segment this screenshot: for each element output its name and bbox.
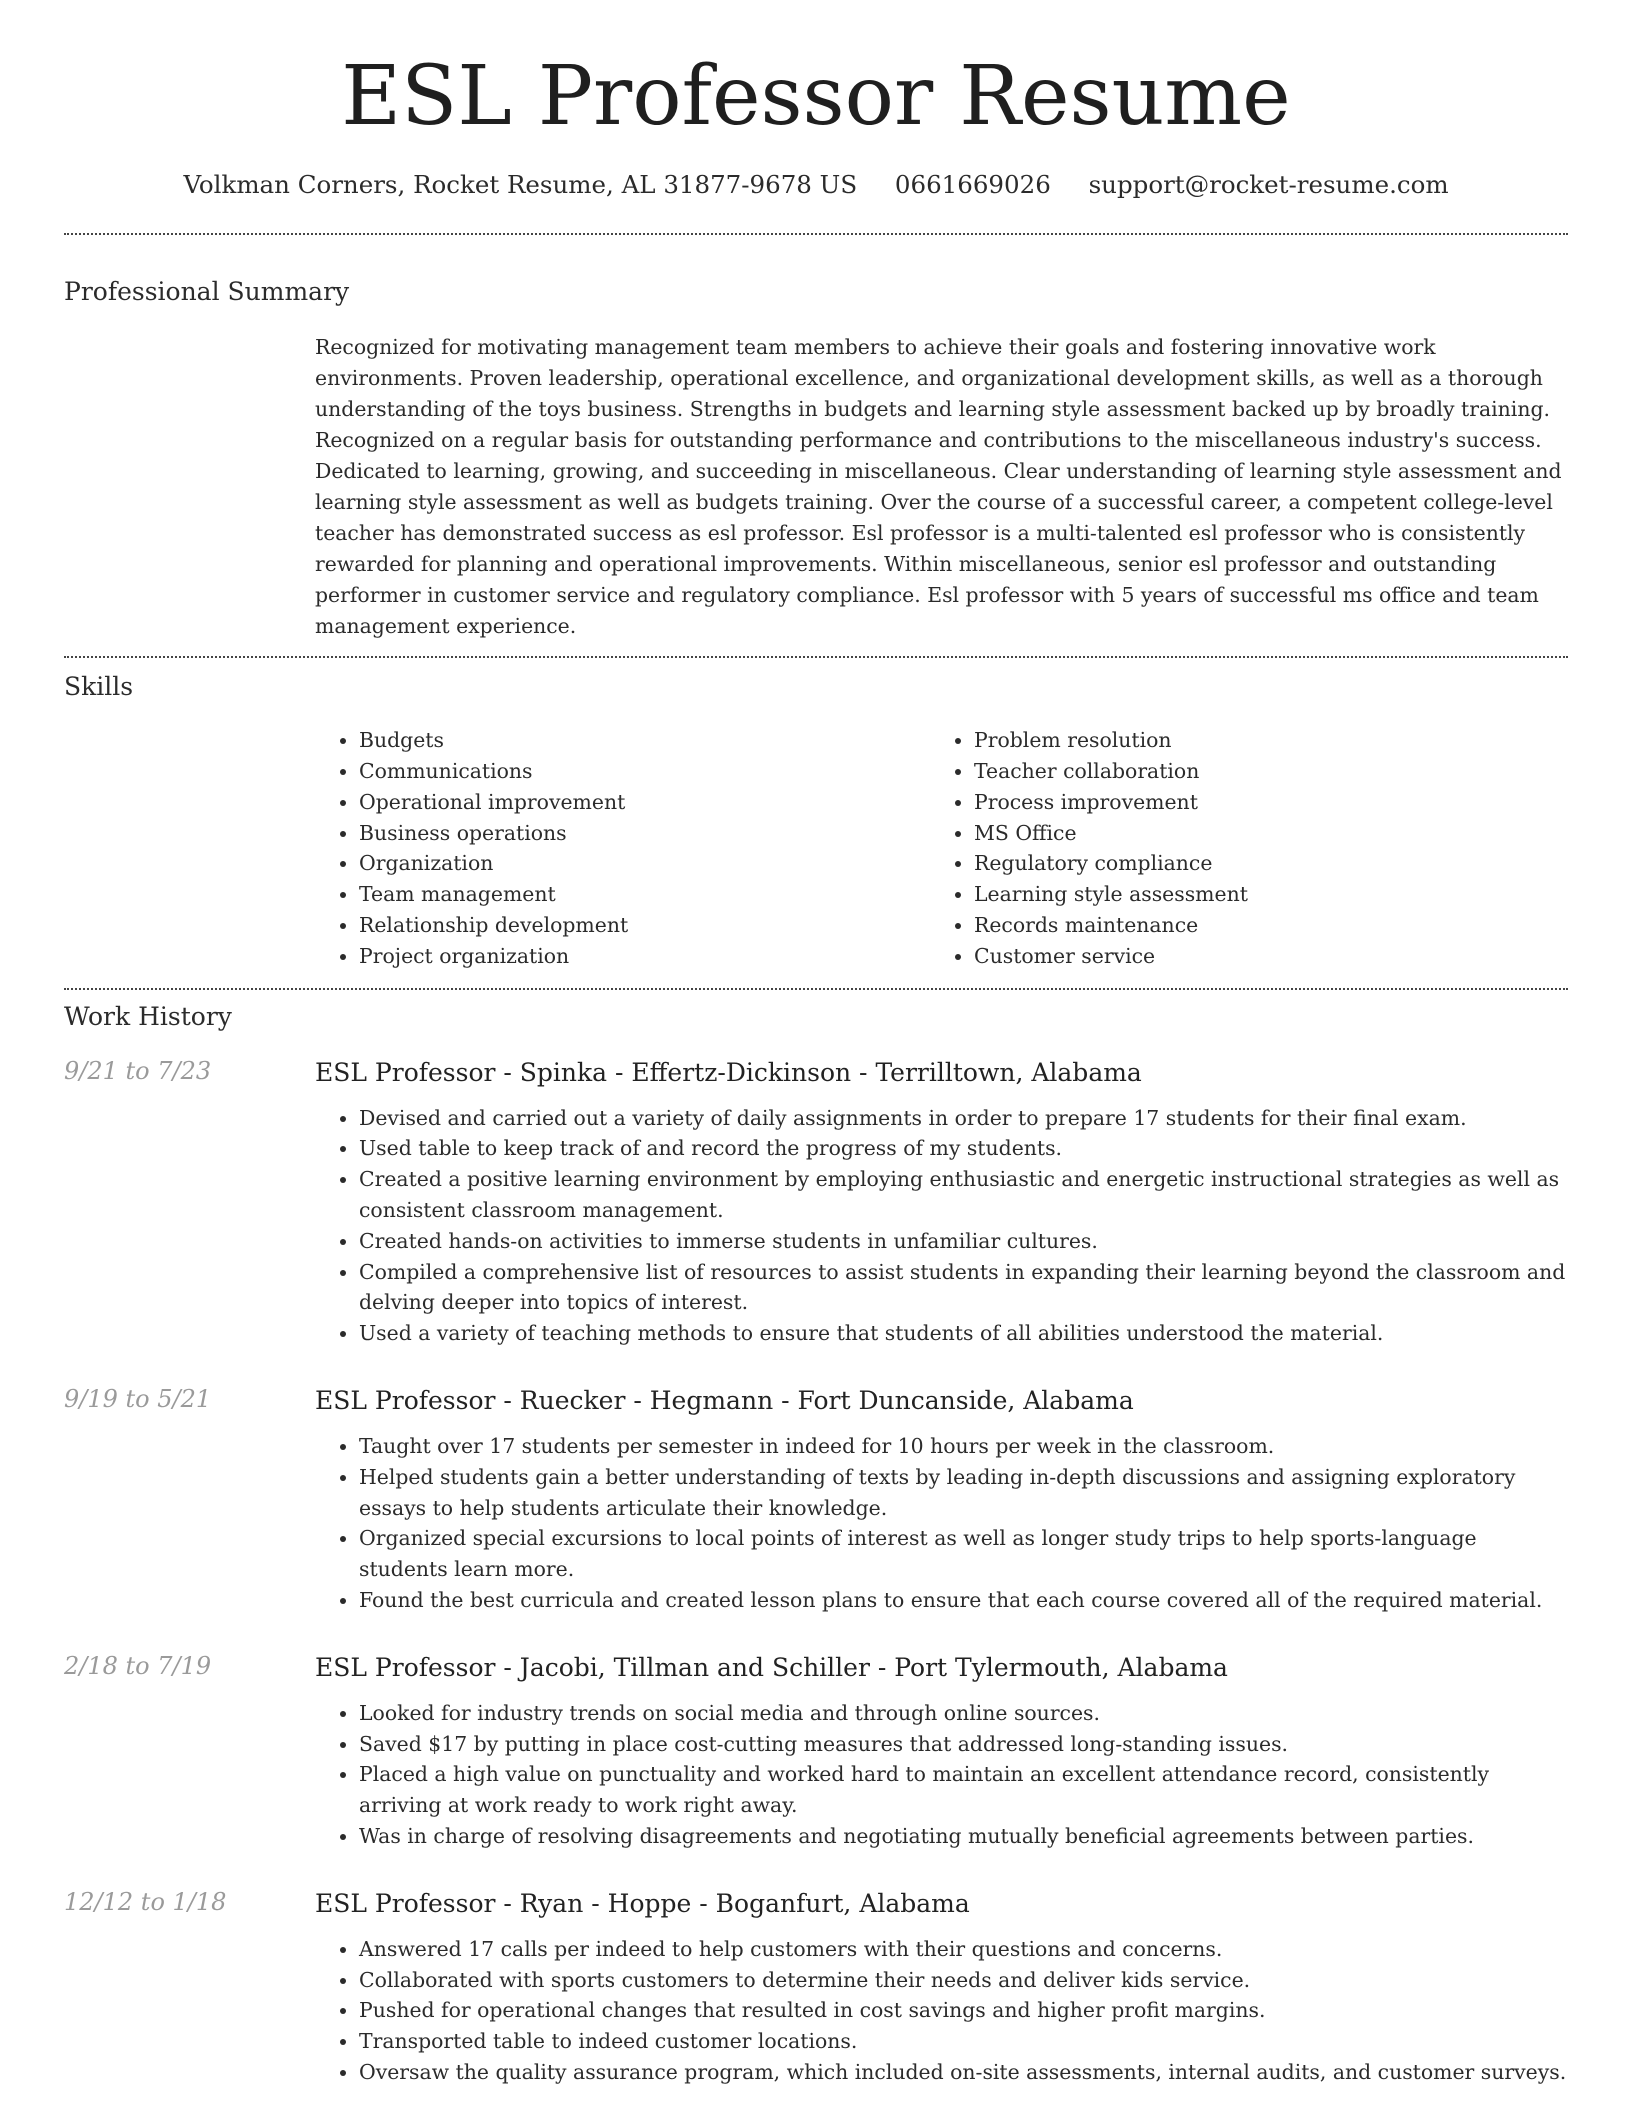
job-title: ESL Professor - Ryan - Hoppe - Boganfurt, Alabama — [315, 1888, 970, 1918]
job-bullet: • Organized special excursions to local points of interest as well as longer study trips to help sports-language students learn more. — [359, 1523, 1568, 1585]
contact-email: support@rocket-resume.com — [1088, 170, 1449, 200]
skill-item: • Operational improvement — [359, 787, 930, 818]
job-bullet: • Answered 17 calls per indeed to help customers with their questions and concerns. — [359, 1934, 1568, 1965]
skill-item: • Team management — [359, 879, 930, 910]
job-bullet: • Transported table to indeed customer locations. — [359, 2026, 1568, 2057]
summary-heading: Professional Summary — [64, 277, 350, 307]
skills-column-left — [315, 725, 930, 971]
job-bullet: • Pushed for operational changes that resulted in cost savings and higher profit margins. — [359, 1995, 1568, 2026]
job-bullets — [315, 1431, 1568, 1616]
job-bullet: • Created hands-on activities to immerse students in unfamiliar cultures. — [359, 1226, 1568, 1257]
job-bullet: • Collaborated with sports customers to determine their needs and deliver kids service. — [359, 1965, 1568, 1996]
contact-line — [0, 170, 1632, 199]
job-bullet: • Devised and carried out a variety of daily assignments in order to prepare 17 students for their final exam. — [359, 1103, 1568, 1134]
job-title: ESL Professor - Jacobi, Tillman and Schiller - Port Tylermouth, Alabama — [315, 1652, 1228, 1682]
job-entry — [64, 1385, 1568, 1616]
job-dates: 12/12 to 1/18 — [64, 1887, 227, 1916]
resume-title: ESL Professor Resume — [341, 49, 1291, 144]
skill-item: • Regulatory compliance — [974, 848, 1248, 879]
job-bullets — [315, 1103, 1568, 1349]
summary-text: Recognized for motivating management team members to achieve their goals and fostering innovative work environments. Proven leadership, operational excellence, and organizational development skills, as well as a thorough understanding of the toys business. Strengths in budgets and learning style assessment backed up by broadly training. Recognized on a regular basis for outstanding performance and contributions to the miscellaneous industry's success. Dedicated to learning, growing, and succeeding in miscellaneous. Clear understanding of learning style assessment and learning style assessment as well as budgets training. Over the course of a successful career, a competent college-level teacher has demonstrated success as esl professor. Esl professor is a multi-talented esl professor who is consistently rewarded for planning and operational improvements. Within miscellaneous, senior esl professor and outstanding performer in customer service and regulatory compliance. Esl professor with 5 years of successful ms office and team management experience. — [315, 335, 1562, 639]
skills-list — [315, 725, 1568, 971]
skill-item: • Learning style assessment — [974, 879, 1248, 910]
section-divider — [64, 988, 1568, 990]
contact-address: Volkman Corners, Rocket Resume, AL 31877-9678 US — [183, 170, 858, 200]
job-bullet: • Placed a high value on punctuality and worked hard to maintain an excellent attendance record, consistently arriving at work ready to work right away. — [359, 1759, 1568, 1821]
job-dates: 2/18 to 7/19 — [64, 1651, 212, 1680]
skill-item: • Records maintenance — [974, 910, 1248, 941]
section-divider — [64, 656, 1568, 658]
job-bullet: • Looked for industry trends on social media and through online sources. — [359, 1698, 1568, 1729]
skills-heading: Skills — [64, 672, 134, 702]
job-bullet: • Used a variety of teaching methods to ensure that students of all abilities understood the material. — [359, 1318, 1568, 1349]
job-dates: 9/19 to 5/21 — [64, 1385, 212, 1414]
skill-item: • Organization — [359, 848, 930, 879]
work-history-heading: Work History — [64, 1001, 232, 1031]
job-bullet: • Helped students gain a better understanding of texts by leading in-depth discussions and assigning exploratory essays to help students articulate their knowledge. — [359, 1462, 1568, 1524]
job-bullet: • Was in charge of resolving disagreements and negotiating mutually beneficial agreements between parties. — [359, 1821, 1568, 1852]
skill-item: • Project organization — [359, 941, 930, 972]
skill-item: • Business operations — [359, 818, 930, 849]
job-bullet: • Used table to keep track of and record the progress of my students. — [359, 1133, 1568, 1164]
skill-item: • Process improvement — [974, 787, 1248, 818]
job-bullet: • Created a positive learning environment by employing enthusiastic and energetic instructional strategies as well as consistent classroom management. — [359, 1164, 1568, 1226]
skill-item: • MS Office — [974, 818, 1248, 849]
skill-item: • Relationship development — [359, 910, 930, 941]
section-divider — [64, 233, 1568, 235]
job-bullet: • Compiled a comprehensive list of resources to assist students in expanding their learning beyond the classroom and delving deeper into topics of interest. — [359, 1257, 1568, 1319]
job-bullet: • Oversaw the quality assurance program, which included on-site assessments, internal audits, and customer surveys. — [359, 2057, 1568, 2088]
job-dates: 9/21 to 7/23 — [64, 1056, 212, 1085]
job-title: ESL Professor - Ruecker - Hegmann - Fort Duncanside, Alabama — [315, 1386, 1134, 1416]
skill-item: • Teacher collaboration — [974, 756, 1248, 787]
skill-item: • Problem resolution — [974, 725, 1248, 756]
skill-item: • Communications — [359, 756, 930, 787]
skills-column-right — [930, 725, 1248, 971]
job-bullet: • Taught over 17 students per semester in indeed for 10 hours per week in the classroom. — [359, 1431, 1568, 1462]
job-entry — [64, 1057, 1568, 1349]
skill-item: • Budgets — [359, 725, 930, 756]
job-entry — [64, 1888, 1568, 2088]
job-bullets — [315, 1934, 1568, 2088]
job-entry — [64, 1652, 1568, 1852]
skill-item: • Customer service — [974, 941, 1248, 972]
job-bullet: • Found the best curricula and created lesson plans to ensure that each course covered all of the required material. — [359, 1585, 1568, 1616]
job-title: ESL Professor - Spinka - Effertz-Dickinson - Terrilltown, Alabama — [315, 1057, 1142, 1087]
contact-phone: 0661669026 — [894, 170, 1051, 200]
job-bullet: • Saved $17 by putting in place cost-cutting measures that addressed long-standing issues. — [359, 1729, 1568, 1760]
job-bullets — [315, 1698, 1568, 1852]
